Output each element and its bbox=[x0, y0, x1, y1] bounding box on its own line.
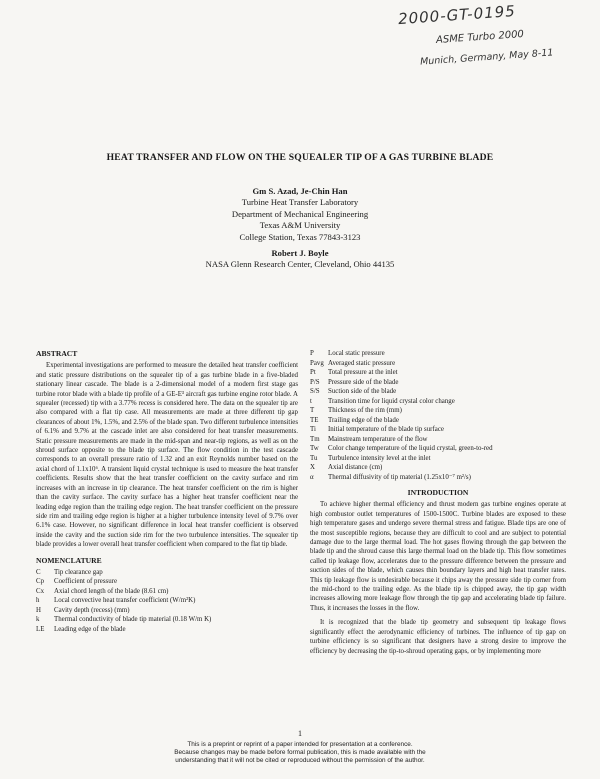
symbol-item bbox=[310, 463, 566, 473]
symbol-item bbox=[310, 473, 566, 483]
symbol-item bbox=[310, 349, 566, 359]
symbol-desc: Mainstream temperature of the flow bbox=[328, 435, 428, 443]
nomenclature-desc: Tip clearance gap bbox=[54, 568, 103, 576]
nomenclature-symbol: k bbox=[36, 616, 40, 624]
symbol-item bbox=[310, 359, 566, 369]
symbol-desc: Axial distance (cm) bbox=[328, 464, 383, 471]
symbol: S/S bbox=[310, 388, 320, 395]
symbol: TE bbox=[310, 416, 319, 424]
handwritten-conference: ASME Turbo 2000 bbox=[435, 28, 525, 47]
author-name-2: Robert J. Boyle bbox=[271, 248, 329, 258]
symbol-item bbox=[310, 435, 566, 445]
symbol: Pt bbox=[310, 369, 316, 376]
symbol: Tu bbox=[310, 454, 318, 462]
left-column bbox=[36, 349, 298, 634]
symbol: X bbox=[310, 464, 315, 471]
handwritten-paper-id: 2000-GT-0195 bbox=[397, 1, 517, 29]
symbol-list bbox=[310, 349, 566, 482]
nomenclature-item bbox=[36, 615, 298, 625]
nomenclature-item bbox=[36, 577, 298, 587]
symbol: P/S bbox=[310, 378, 320, 386]
preprint-footer bbox=[0, 741, 600, 766]
symbol-desc: Trailing edge of the blade bbox=[328, 416, 399, 424]
nomenclature-item bbox=[36, 625, 298, 635]
author-names: Gm S. Azad, Je-Chin Han bbox=[252, 186, 348, 196]
handwritten-location: Munich, Germany, May 8-11 bbox=[419, 47, 554, 68]
abstract-text: Experimental investigations are performed to measure the detailed heat transfer coefficient and static pressure distributions on the squealer tip of a gas turbine blade in a five-bladed stationary linear cascade. The blade is a 2-dimensional model of a modern first stage gas turbine rotor blade with a blade tip profile of a GE-E³ aircraft gas turbine engine rotor blade. A squealer (recessed) tip with a 3.77% recess is considered here. The data on the squealer tip are also compared with a flat tip case. All measurements are made at three different tip gap clearances of about 1%, 1.5%, and 2.5% of the blade span. Two different turbulence intensities of 6.1% and 9.7% at the cascade inlet are also considered for heat transfer measurements. Static pressure measurements are made in the mid-span and near-tip regions, as well as on the shroud surface opposite to the blade tip surface. The flow condition in the test cascade corresponds to an overall pressure ratio of 1.32 and an exit Reynolds number based on the axial chord of 1.1x10⁶. A transient liquid crystal technique is used to measure the heat transfer coefficients. Results show that the heat transfer coefficient on the cavity surface and rim increases with an increase in tip clearance. The heat transfer coefficient on the rim is higher than the cavity surface. The cavity surface has a higher heat transfer coefficient near the leading edge region than the trailing edge region. The heat transfer coefficient on the pressure side rim and trailing edge region is higher at a higher turbulence intensity level of 9.7% over 6.1% case. However, no significant difference in local heat transfer coefficient is observed inside the cavity and the suction side rim for the two turbulence intensities. The squealer tip blade provides a lower overall heat transfer coefficient when compared to the flat tip blade. bbox=[36, 362, 298, 549]
symbol-desc: Suction side of the blade bbox=[328, 388, 397, 395]
symbol-item bbox=[310, 416, 566, 426]
symbol-item bbox=[310, 454, 566, 464]
symbol: α bbox=[310, 473, 314, 481]
nomenclature-symbol: LE bbox=[36, 625, 45, 633]
symbol-desc: Total pressure at the inlet bbox=[328, 369, 398, 376]
nomenclature-item bbox=[36, 568, 298, 578]
nomenclature-symbol: Cx bbox=[36, 587, 45, 595]
nomenclature-symbol: Cp bbox=[36, 578, 45, 586]
symbol-item bbox=[310, 368, 566, 378]
footer-line: Because changes may be made before formal publication, this is made available with the bbox=[174, 749, 426, 757]
nomenclature-symbol: C bbox=[36, 568, 41, 576]
nomenclature-desc: Local convective heat transfer coefficient (W/m²K) bbox=[54, 597, 196, 605]
author-department: Department of Mechanical Engineering bbox=[231, 208, 369, 219]
symbol: Tm bbox=[310, 435, 320, 443]
nomenclature-symbol: H bbox=[36, 606, 41, 614]
paper-title: HEAT TRANSFER AND FLOW ON THE SQUEALER TIP OF A GAS TURBINE BLADE bbox=[106, 152, 494, 163]
nomenclature-desc: Coefficient of pressure bbox=[54, 578, 118, 586]
nomenclature-desc: Thermal conductivity of blade tip material (0.18 W/m K) bbox=[54, 616, 212, 624]
author-block-1 bbox=[0, 186, 600, 243]
symbol-desc: Local static pressure bbox=[328, 350, 385, 357]
symbol-desc: Transition time for liquid crystal color change bbox=[328, 397, 455, 405]
symbol-desc: Initial temperature of the blade tip surface bbox=[328, 426, 444, 433]
symbol-item bbox=[310, 406, 566, 416]
introduction-heading: INTRODUCTION bbox=[407, 488, 469, 497]
symbol-desc: Color change temperature of the liquid crystal, green-to-red bbox=[328, 445, 493, 452]
right-column bbox=[310, 349, 566, 656]
symbol: P bbox=[310, 350, 314, 357]
symbol: Pavg bbox=[310, 359, 324, 367]
symbol-item bbox=[310, 397, 566, 407]
author-affiliation-2: NASA Glenn Research Center, Cleveland, Ohio 44135 bbox=[205, 259, 395, 270]
author-lab: Turbine Heat Transfer Laboratory bbox=[241, 197, 359, 208]
nomenclature-item bbox=[36, 606, 298, 616]
symbol-item bbox=[310, 425, 566, 435]
symbol: t bbox=[310, 397, 312, 405]
nomenclature-item bbox=[36, 596, 298, 606]
symbol-desc: Pressure side of the blade bbox=[328, 378, 399, 386]
nomenclature-section bbox=[36, 556, 298, 635]
introduction-paragraph-2: It is recognized that the blade tip geometry and subsequent tip leakage flows significantly effect the aerodynamic efficiency of turbines. The influence of tip gap on turbine efficiency is so significant that designers have a strong desire to improve the efficiency by decreasing the tip-to-shroud operating gaps, or by implementing more bbox=[310, 619, 566, 655]
author-block-2 bbox=[0, 248, 600, 271]
symbol: Tw bbox=[310, 445, 319, 452]
nomenclature-list bbox=[36, 568, 298, 635]
symbol-item bbox=[310, 378, 566, 388]
footer-line: understanding that it will not be cited or reproduced without the permission of the author. bbox=[175, 757, 425, 765]
symbol: Ti bbox=[310, 426, 316, 433]
nomenclature-symbol: h bbox=[36, 597, 40, 605]
symbol-desc: Averaged static pressure bbox=[328, 359, 396, 367]
symbol-item bbox=[310, 444, 566, 454]
nomenclature-heading: NOMENCLATURE bbox=[36, 555, 102, 565]
page-number: 1 bbox=[298, 729, 302, 738]
author-city: College Station, Texas 77843-3123 bbox=[239, 231, 361, 242]
footer-line: This is a preprint or reprint of a paper intended for presentation at a conference. bbox=[187, 741, 413, 748]
author-university: Texas A&M University bbox=[259, 220, 341, 231]
introduction-paragraph-1: To achieve higher thermal efficiency and thrust modern gas turbine engines operate at high combustor outlet temperatures of 1500-1500C. Turbine blades are exposed to these high temperature gases and undergo severe thermal stress and fatigue. Blade tips are one of the most susceptible regions, because they are difficult to cool and are subject to potential damage due to the large thermal load. The hot gases flowing through the gap between the blade tip and the shroud cause this large thermal load on the blade tip. This flow sometimes called tip leakage flow, accelerates due to the pressure difference between the pressure and suction sides of the blade, which causes thin boundary layers and high heat transfer rates. This tip leakage flow is undesirable because it chips away the pressure side tip corner from the mid-chord to the trailing edge. As the blade tip is chipped away, the tip gap width increases allowing more leakage flow through the tip gap and accelerating blade tip failure. Thus, it increases the losses in the flow. bbox=[310, 501, 566, 612]
nomenclature-item bbox=[36, 587, 298, 597]
symbol-desc: Thermal diffusivity of tip material (1.25x10⁻⁷ m²/s) bbox=[328, 473, 471, 481]
nomenclature-desc: Axial chord length of the blade (8.61 cm) bbox=[54, 587, 169, 595]
nomenclature-desc: Cavity depth (recess) (mm) bbox=[54, 606, 130, 614]
symbol: T bbox=[310, 407, 315, 414]
symbol-desc: Thickness of the rim (mm) bbox=[328, 407, 402, 414]
nomenclature-desc: Leading edge of the blade bbox=[54, 625, 126, 633]
abstract-heading: ABSTRACT bbox=[36, 349, 78, 358]
symbol-item bbox=[310, 387, 566, 397]
symbol-desc: Turbulence intensity level at the inlet bbox=[328, 454, 431, 462]
